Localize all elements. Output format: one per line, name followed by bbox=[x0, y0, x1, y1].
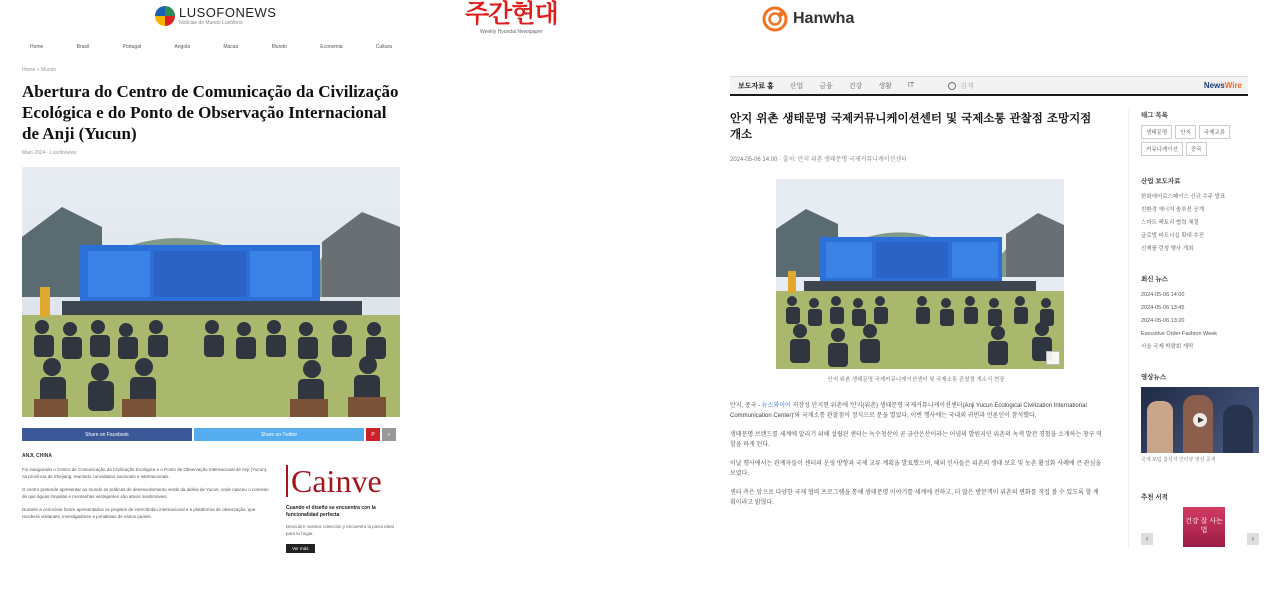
nav-item[interactable]: 생활 bbox=[878, 82, 892, 90]
tag-chip[interactable]: 국제교류 bbox=[1199, 125, 1230, 139]
release-paragraph: 생태문명 브랜드를 세계에 알리기 위해 설립된 센터는 녹수청산이 곧 금산은산이라는 이념의 발원지인 위촌의 녹색 발전 경험을 소개하는 창구 역할을 하게 된다. bbox=[730, 432, 1102, 448]
nav-item[interactable]: Macau bbox=[223, 44, 239, 50]
lusofonews-logo[interactable] bbox=[155, 6, 276, 26]
hanwha-swirl-icon bbox=[761, 5, 789, 33]
nav-item[interactable]: Brasil bbox=[76, 44, 90, 50]
zoom-icon[interactable] bbox=[1046, 351, 1060, 365]
nav-item[interactable]: Portugal bbox=[122, 44, 142, 50]
related-link[interactable]: 신제품 런칭 행사 개최 bbox=[1141, 246, 1194, 252]
release-meta: 2024-05-06 14:00 · 출처: 안지 위촌 생태문명 국제커뮤니케이션센터 bbox=[730, 157, 907, 163]
tags-title: 태그 목록 bbox=[1141, 112, 1168, 119]
nav-item[interactable]: 금융 bbox=[819, 82, 833, 90]
nav-item[interactable]: 건강 bbox=[848, 82, 863, 90]
article-kicker: ANJI, CHINA bbox=[22, 453, 53, 459]
recent-link[interactable]: 2024-05-06 13:20 bbox=[1141, 318, 1185, 324]
recent-link[interactable]: Executive Order Fashion Week bbox=[1141, 331, 1218, 337]
recent-link[interactable]: 서울 국제 박람회 개막 bbox=[1141, 344, 1194, 350]
share-more-button[interactable]: + bbox=[382, 428, 396, 441]
related-list bbox=[1141, 191, 1248, 256]
hanwha-name: Hanwha bbox=[793, 10, 855, 27]
korean-press-release bbox=[730, 76, 1255, 543]
recommend-title: 추천 서적 bbox=[1141, 494, 1168, 501]
photo-caption: 안지 위촌 생태문명 국제커뮤니케이션센터 및 국제소통 관찰점 개소식 현장 bbox=[827, 377, 1005, 383]
ad-text: Descubre nuestra colección y encuentra la pieza ideal para tu hogar. bbox=[286, 524, 394, 536]
share-pinterest-button[interactable]: P bbox=[366, 428, 380, 441]
share-twitter-button[interactable]: Share on Twitter bbox=[194, 428, 364, 441]
nav-item[interactable]: Cultura bbox=[375, 44, 392, 50]
video-caption: 국제 포럼 참석자 인터뷰 영상 공개 bbox=[1141, 457, 1216, 463]
tag-list bbox=[1141, 125, 1248, 156]
portuguese-article bbox=[22, 44, 400, 555]
book-carousel bbox=[1141, 507, 1255, 547]
newswire-logo[interactable] bbox=[1204, 81, 1248, 90]
release-main bbox=[730, 110, 1102, 517]
carousel-prev-icon[interactable]: ‹ bbox=[1141, 533, 1153, 545]
article-paragraph: Foi inaugurado o Centro de Comunicação da Civilização Ecológica e o Ponto de Observação Internacional de Anji (Yucun), na província de Zhejiang, reunindo convidados nacionais e internacionais. bbox=[22, 467, 268, 479]
play-icon[interactable] bbox=[1193, 413, 1207, 427]
lusofonews-name: LUSOFONEWS bbox=[179, 5, 277, 20]
newswire-nav bbox=[730, 76, 1248, 96]
related-link[interactable]: 친환경 에너지 솔루션 공개 bbox=[1141, 207, 1205, 213]
share-facebook-button[interactable]: Share on Facebook bbox=[22, 428, 192, 441]
article-paragraph: Durante a cerimónia foram apresentados os projetos de intercâmbio internacional e a plataforma de observação, que receberá visitantes, investigadores e jornalistas de vários países. bbox=[22, 507, 256, 519]
hanwha-logo[interactable] bbox=[761, 5, 854, 33]
nav-home[interactable]: 보도자료 홈 bbox=[738, 82, 774, 90]
release-hero-image[interactable] bbox=[776, 179, 1064, 369]
release-paragraph: 이날 행사에서는 관계자들이 센터의 운영 방향과 국제 교류 계획을 발표했으며, 해외 인사들은 위촌의 생태 보호 및 농촌 활성화 사례에 큰 관심을 보였다. bbox=[730, 461, 1102, 477]
article-hero-image[interactable] bbox=[22, 167, 400, 417]
nav-item[interactable]: Mundo bbox=[271, 44, 287, 50]
tag-chip[interactable]: 커뮤니케이션 bbox=[1141, 142, 1183, 156]
ad-brand: Cainve bbox=[286, 465, 400, 497]
nav-item[interactable]: Home bbox=[30, 44, 44, 50]
recent-list bbox=[1141, 289, 1248, 354]
paragraph-text: 저장성 안지현 위촌에 '안지(위촌) 생태문명 국제커뮤니케이션센터(Anji Yucun Ecological Civilization International Communication Center)'와 국제소통 관찰점이 정식으로 문을 열었다. 이번 행사에는 국내외 귀빈과 언론인이 참석했다. bbox=[730, 403, 1087, 419]
paragraph-prefix: 안지, 중국 - bbox=[730, 403, 762, 409]
related-link[interactable]: 스마트 팩토리 협력 체결 bbox=[1141, 220, 1199, 226]
newswire-logo-main: News bbox=[1203, 81, 1225, 90]
nav-item[interactable]: Economia bbox=[320, 44, 343, 50]
release-sidebar bbox=[1128, 110, 1255, 547]
article-paragraph: O centro pretende apresentar ao mundo as práticas de desenvolvimento verde da aldeia de Yucun, onde nasceu o conceito de que águas límpidas e montanhas verdejantes são ativos inestimáveis. bbox=[22, 487, 269, 499]
carousel-next-icon[interactable]: › bbox=[1247, 533, 1259, 545]
book-cover[interactable]: 건강 잘 사는 법 bbox=[1183, 507, 1225, 547]
search-icon bbox=[948, 82, 956, 90]
nav-item[interactable]: Angola bbox=[174, 44, 190, 50]
recent-link[interactable]: 2024-05-06 14:00 bbox=[1141, 292, 1185, 298]
ceremony-photo bbox=[776, 179, 1064, 369]
search-box[interactable] bbox=[948, 81, 974, 91]
weekly-hyundai-logo[interactable] bbox=[465, 0, 558, 35]
related-link[interactable]: 글로벌 파트너십 확대 추진 bbox=[1141, 233, 1205, 239]
article-dateline: Maio 2024 · Lusofonews bbox=[22, 150, 77, 156]
sidebar-advertisement[interactable] bbox=[286, 465, 400, 555]
article-headline: Abertura do Centro de Comunicação da Civilização Ecológica e do Ponto de Observação Internacional de Anji (Yucun) bbox=[22, 82, 399, 143]
person-figure bbox=[1223, 405, 1253, 453]
ad-button[interactable]: Ver más bbox=[286, 544, 315, 553]
ad-headline: Cuando el diseño se encuentra con la funcionalidad perfecta bbox=[286, 505, 376, 518]
newswire-logo-accent: Wire bbox=[1224, 81, 1242, 90]
weekly-hyundai-name: 주간현대 bbox=[465, 0, 558, 28]
ceremony-photo bbox=[22, 167, 400, 417]
person-figure bbox=[1147, 401, 1173, 453]
release-paragraph: 센터 측은 앞으로 다양한 국제 협력 프로그램을 통해 생태문명 이야기를 세계에 전하고, 더 많은 방문객이 위촌의 변화를 직접 볼 수 있도록 할 계획이라고 밝혔다. bbox=[730, 490, 1099, 506]
nav-item[interactable]: 산업 bbox=[789, 82, 804, 90]
lusofonews-globe-icon bbox=[155, 6, 175, 26]
lusofonews-tagline: Notícias do Mundo Lusófono bbox=[179, 20, 243, 26]
related-link[interactable]: 한화에어로스페이스 신규 수주 발표 bbox=[1141, 194, 1226, 200]
top-navigation bbox=[22, 44, 400, 50]
weekly-hyundai-sub: Weekly Hyundai Newspaper bbox=[479, 28, 543, 35]
share-bar bbox=[22, 428, 400, 441]
search-placeholder: 검색 bbox=[960, 82, 974, 90]
article-body bbox=[22, 453, 400, 555]
release-paragraph bbox=[730, 401, 1102, 421]
recent-title: 최신 뉴스 bbox=[1141, 276, 1168, 283]
tag-chip[interactable]: 생태문명 bbox=[1141, 125, 1172, 139]
tag-chip[interactable]: 안지 bbox=[1175, 125, 1196, 139]
nav-item[interactable]: IT bbox=[907, 82, 915, 89]
release-body bbox=[730, 401, 1102, 508]
newswire-link[interactable]: 뉴스와이어 bbox=[761, 403, 791, 409]
video-title: 영상뉴스 bbox=[1141, 374, 1167, 381]
tag-chip[interactable]: 중국 bbox=[1186, 142, 1207, 156]
video-thumbnail[interactable] bbox=[1141, 387, 1259, 453]
release-headline: 안지 위촌 생태문명 국제커뮤니케이션센터 및 국제소통 관찰점 조망지점 개소 bbox=[730, 111, 1092, 141]
breadcrumb[interactable]: Home » Mundo bbox=[22, 67, 57, 73]
recent-link[interactable]: 2024-05-06 13:45 bbox=[1141, 305, 1185, 311]
related-title: 산업 보도자료 bbox=[1141, 178, 1181, 185]
